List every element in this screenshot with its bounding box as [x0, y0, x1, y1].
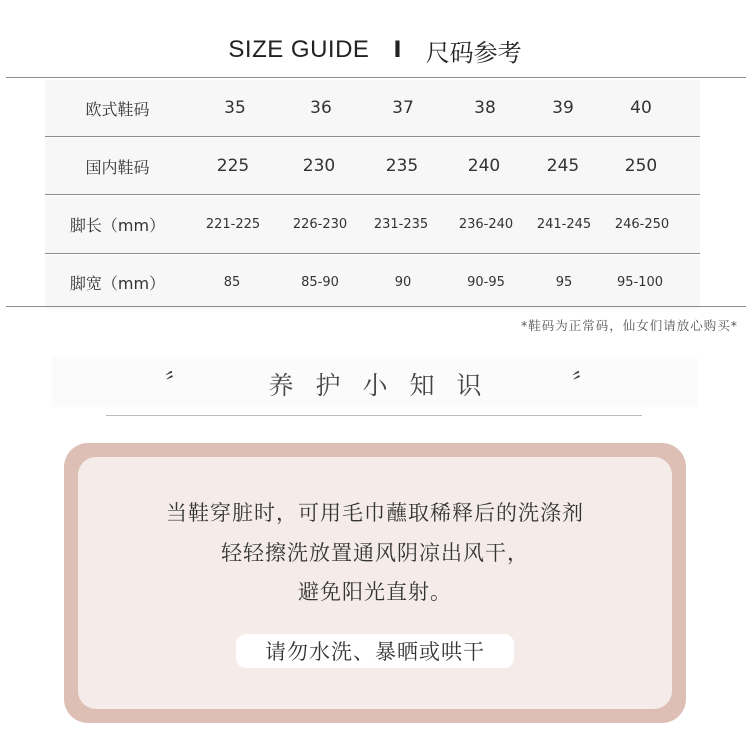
- title-english: SIZE GUIDE: [228, 36, 370, 63]
- table-cell: 95-100: [616, 274, 664, 290]
- row-label: 国内鞋码: [85, 157, 150, 177]
- table-cell: 37: [392, 98, 414, 118]
- care-warning-badge: [236, 634, 514, 668]
- table-row-cn-size: [45, 138, 700, 194]
- table-cell: 36: [310, 98, 332, 118]
- title-separator: I: [393, 37, 402, 63]
- row-divider: [45, 136, 700, 137]
- quote-mark-right: 〞: [572, 371, 595, 396]
- size-guide-header: [0, 26, 750, 74]
- table-row-foot-width: [45, 255, 700, 309]
- table-cell: 241-245: [536, 217, 592, 232]
- care-warning-text: 请勿水洗、暴晒或哄干: [265, 640, 485, 664]
- table-cell: 250: [624, 156, 658, 176]
- table-cell: 236-240: [458, 217, 514, 232]
- row-label: 脚长（mm）: [69, 216, 166, 235]
- care-divider: [106, 415, 642, 416]
- table-cell: 230: [302, 156, 336, 176]
- table-cell: 235: [385, 156, 419, 176]
- top-divider: [6, 77, 746, 78]
- table-cell: 245: [546, 156, 580, 176]
- table-cell: 90-95: [467, 274, 505, 290]
- table-cell: 95: [555, 274, 573, 290]
- bottom-divider: [6, 306, 746, 307]
- table-cell: 231-235: [373, 217, 429, 232]
- table-cell: 38: [474, 98, 496, 118]
- table-cell: 221-225: [205, 217, 261, 232]
- table-cell: 90: [394, 274, 412, 290]
- table-cell: 85: [223, 274, 241, 290]
- care-header: [52, 358, 698, 410]
- care-instruction-line: 当鞋穿脏时，可用毛巾蘸取稀释后的洗涤剂: [166, 501, 584, 525]
- row-label: 脚宽（mm）: [69, 273, 166, 293]
- table-cell: 226-230: [292, 217, 348, 232]
- care-title: 养护小知识: [268, 371, 504, 400]
- table-cell: 35: [224, 98, 246, 118]
- table-cell: 40: [630, 98, 652, 118]
- row-divider: [45, 253, 700, 254]
- table-cell: 85-90: [301, 274, 339, 290]
- table-row-eu-size: [45, 80, 700, 136]
- table-cell: 225: [216, 156, 250, 176]
- care-instruction-line: 避免阳光直射。: [298, 580, 452, 604]
- care-instruction-line: 轻轻擦洗放置通风阴凉出风干，: [221, 541, 529, 565]
- quote-mark-left: 〞: [165, 371, 188, 396]
- table-cell: 246-250: [614, 217, 670, 232]
- title-chinese: 尺码参考: [425, 38, 522, 67]
- table-row-foot-length: [45, 196, 700, 253]
- row-label: 欧式鞋码: [85, 99, 150, 119]
- table-cell: 240: [467, 156, 501, 176]
- row-divider: [45, 194, 700, 195]
- size-note: *鞋码为正常码，仙女们请放心购买*: [520, 318, 738, 333]
- size-table: [45, 80, 700, 309]
- table-cell: 39: [552, 98, 574, 118]
